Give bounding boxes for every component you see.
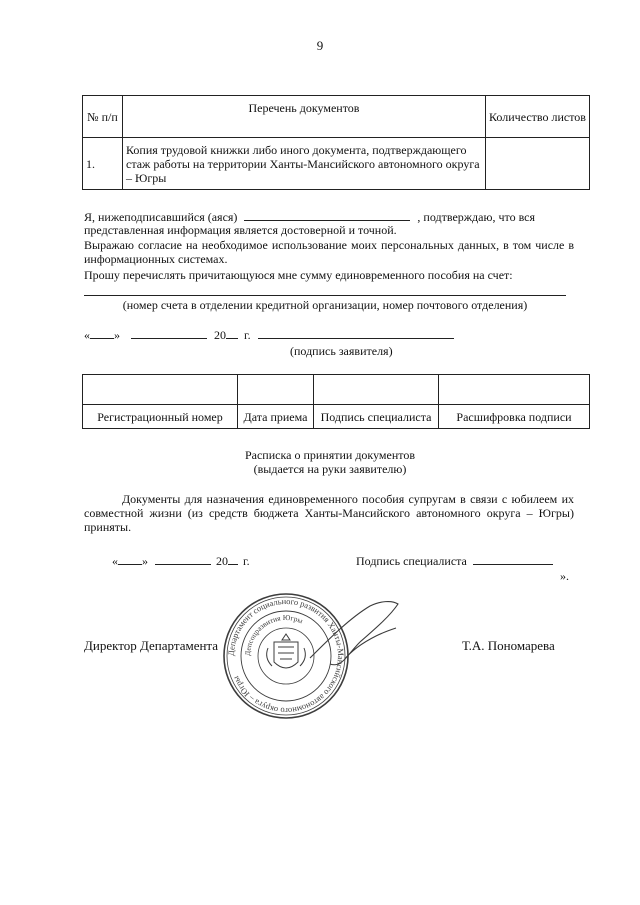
specialist-signature-line	[473, 553, 553, 565]
header-count: Количество листов	[486, 96, 590, 138]
receipt-year-prefix: 20	[216, 554, 228, 568]
reg-header-sign: Подпись специалиста	[314, 405, 439, 429]
receipt-date-row	[112, 553, 312, 568]
row-name: Копия трудовой книжки либо иного документа, подтверждающего стаж работы на территории Ханты-Мансийского автономного округа – Югры	[123, 138, 486, 190]
signature-caption: (подпись заявителя)	[290, 344, 393, 358]
reg-decode-cell	[439, 375, 590, 405]
receipt-date-open: «	[112, 554, 118, 568]
reg-header-date: Дата приема	[238, 405, 314, 429]
specialist-row	[356, 553, 566, 568]
month-blank-line	[131, 327, 207, 339]
reg-header-number: Регистрационный номер	[83, 405, 238, 429]
confirm-line-2: представленная информация является достоверной и точной.	[84, 223, 397, 237]
reg-number-cell	[83, 375, 238, 405]
applicant-signature-line	[258, 327, 454, 339]
receipt-subtitle: (выдается на руки заявителю)	[253, 462, 407, 476]
page-number: 9	[316, 38, 324, 53]
applicant-date-row	[84, 327, 474, 342]
director-position: Директор Департамента	[84, 638, 219, 653]
director-name: Т.А. Пономарева	[462, 638, 555, 653]
row-num: 1.	[83, 138, 123, 190]
documents-table	[82, 95, 590, 190]
receipt-year-line	[228, 553, 238, 565]
date-open-quote: «	[84, 328, 90, 342]
header-name: Перечень документов	[123, 96, 486, 138]
closing-mark: ».	[560, 569, 569, 583]
documents-table-header	[83, 96, 590, 138]
receipt-title: Расписка о принятии документов	[244, 448, 416, 462]
year-suffix: г.	[244, 328, 251, 342]
confirm-prefix: Я, нижеподписавшийся (аяся)	[84, 210, 238, 224]
date-close-quote: »	[114, 328, 120, 342]
registration-header-row	[83, 405, 590, 429]
account-line	[84, 295, 566, 296]
reg-header-decode: Расшифровка подписи	[439, 405, 590, 429]
consent-text: Выражаю согласие на необходимое использование моих персональных данных, в том числе в информационных системах.	[84, 238, 574, 266]
header-num: № п/п	[83, 96, 123, 138]
row-count	[486, 138, 590, 190]
table-row	[83, 138, 590, 190]
reg-date-cell	[238, 375, 314, 405]
account-caption: (номер счета в отделении кредитной организации, номер почтового отделения)	[122, 298, 528, 312]
registration-empty-row	[83, 375, 590, 405]
registration-table	[82, 374, 590, 429]
receipt-date-close: »	[142, 554, 148, 568]
confirm-line	[84, 209, 574, 224]
specialist-label: Подпись специалиста	[356, 554, 467, 568]
request-text: Прошу перечислять причитающуюся мне сумму единовременного пособия на счет:	[84, 268, 513, 282]
name-blank-line	[244, 209, 410, 221]
handwritten-signature	[300, 598, 410, 668]
year-blank-line	[226, 327, 238, 339]
receipt-year-suffix: г.	[243, 554, 250, 568]
seal-inner-text: Депсоцразвития Югры	[242, 612, 305, 657]
reg-sign-cell	[314, 375, 439, 405]
seal-outer-text: Департамент социального развития Ханты-Мансийского автономного округа – Югры	[226, 596, 346, 716]
receipt-month-line	[155, 553, 211, 565]
receipt-body: Документы для назначения единовременного пособия супругам в связи с юбилеем их совместной жизни (из средств бюджета Ханты-Мансийского автономного округа – Югры) приняты.	[84, 492, 574, 534]
confirm-suffix: , подтверждаю, что вся	[417, 210, 536, 224]
year-prefix: 20	[214, 328, 226, 342]
receipt-day-line	[118, 553, 142, 565]
day-blank-line	[90, 327, 114, 339]
